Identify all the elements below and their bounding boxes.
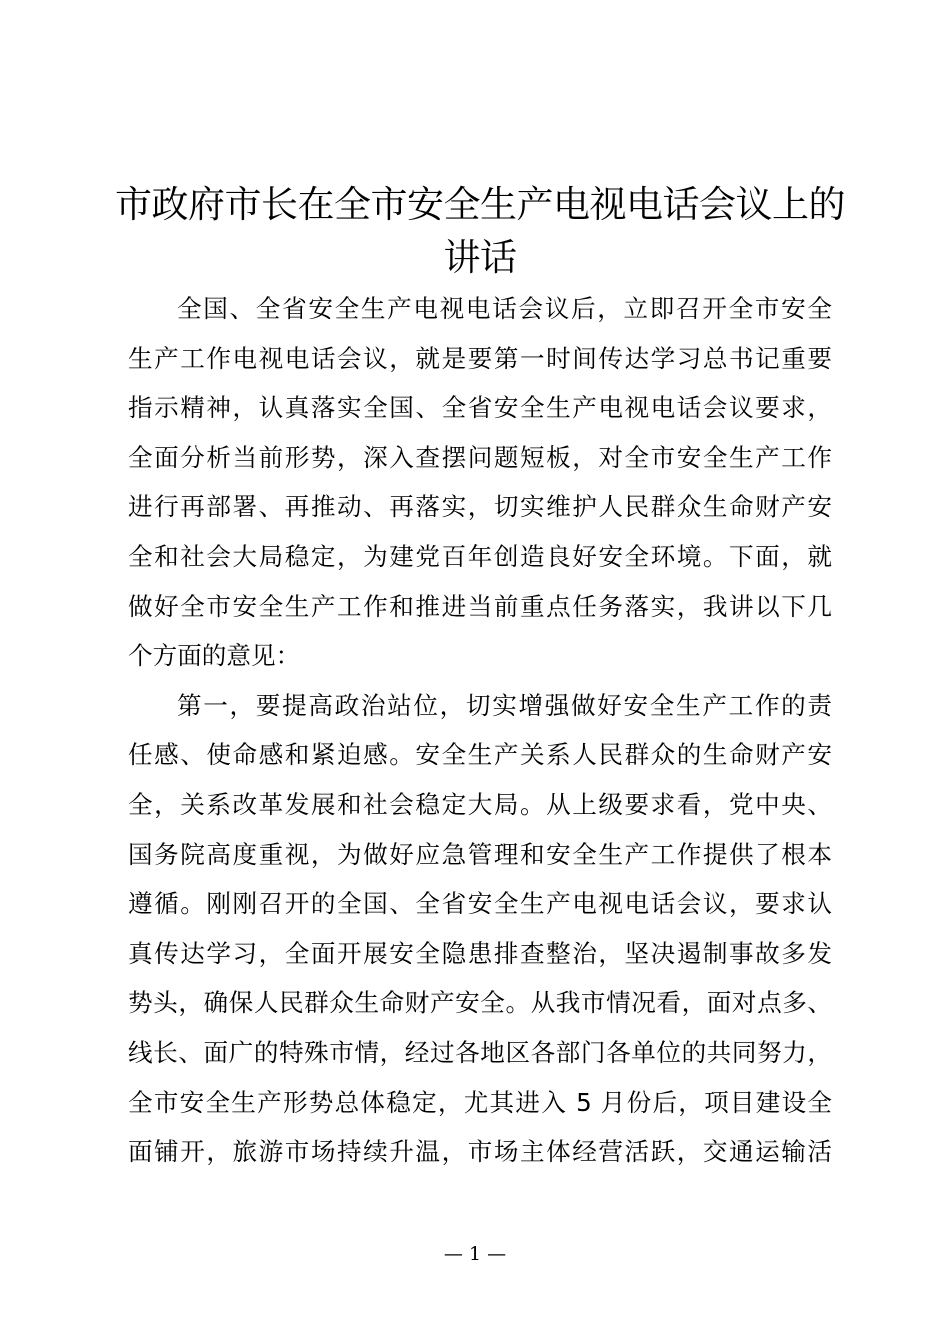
text-line: 国务院高度重视，为做好应急管理和安全生产工作提供了根本 — [128, 839, 832, 869]
document-body — [128, 284, 832, 1177]
text-line: 面铺开，旅游市场持续升温，市场主体经营活跃，交通运输活 — [128, 1137, 832, 1167]
text-line: 进行再部署、再推动、再落实，切实维护人民群众生命财产安 — [128, 492, 832, 522]
text-line: 第一，要提高政治站位，切实增强做好安全生产工作的责 — [177, 690, 832, 720]
text-line: 任感、使命感和紧迫感。安全生产关系人民群众的生命财产安 — [128, 740, 832, 770]
text-line: 生产工作电视电话会议，就是要第一时间传达学习总书记重要 — [128, 343, 832, 373]
text-line: 全，关系改革发展和社会稳定大局。从上级要求看，党中央、 — [128, 789, 832, 819]
text-line: 遵循。刚刚召开的全国、全省安全生产电视电话会议，要求认 — [128, 889, 832, 919]
text-line: 全国、全省安全生产电视电话会议后，立即召开全市安全 — [177, 294, 832, 323]
text-line: 个方面的意见： — [128, 641, 301, 671]
text-line: 势头，确保人民群众生命财产安全。从我市情况看，面对点多、 — [128, 988, 832, 1018]
page-number: — 1 — — [443, 1243, 507, 1265]
text-line: 做好全市安全生产工作和推进当前重点任务落实，我讲以下几 — [128, 591, 832, 621]
text-line: 指示精神，认真落实全国、全省安全生产电视电话会议要求， — [128, 393, 832, 423]
text-line: 全市安全生产形势总体稳定，尤其进入 5 月份后，项目建设全 — [128, 1087, 832, 1117]
text-line: 真传达学习，全面开展安全隐患排查整治，坚决遏制事故多发 — [128, 938, 832, 968]
paragraph-2 — [128, 681, 832, 1177]
text-line: 全面分析当前形势，深入查摆问题短板，对全市安全生产工作 — [128, 442, 832, 472]
paragraph-1 — [128, 284, 832, 681]
document-title: 市政府市长在全市安全生产电视电话会议上的讲话 — [115, 183, 845, 279]
text-line: 全和社会大局稳定，为建党百年创造良好安全环境。下面，就 — [128, 541, 832, 571]
text-line: 线长、面广的特殊市情，经过各地区各部门各单位的共同努力， — [128, 1037, 832, 1067]
